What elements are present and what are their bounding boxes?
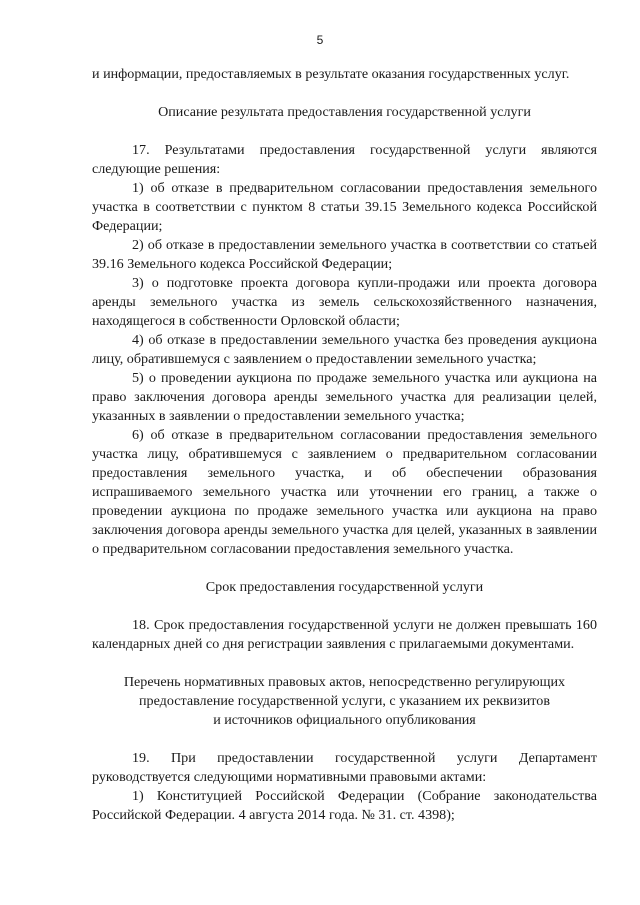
- spacer: [92, 730, 597, 749]
- paragraph-17: 17. Результатами предоставления государственной услуги являются следующие решения:: [92, 142, 597, 177]
- section-heading-term: Срок предоставления государственной услуги: [205, 579, 484, 595]
- list-item: 4) об отказе в предоставлении земельного участка без проведения аукциона лицу, обратившемуся с заявлением о предоставлении земельного участка;: [92, 332, 597, 367]
- list-item: 2) об отказе в предоставлении земельного участка в соответствии со статьей 39.16 Земельного кодекса Российской Федерации;: [92, 237, 597, 272]
- paragraph-18: 18. Срок предоставления государственной услуги не должен превышать 160 календарных дней со дня регистрации заявления с прилагаемыми документами.: [92, 617, 597, 652]
- spacer: [92, 597, 597, 616]
- continuation-paragraph: и информации, предоставляемых в результате оказания государственных услуг.: [92, 66, 570, 82]
- list-item: 6) об отказе в предварительном согласовании предоставления земельного участка лицу, обратившемуся с заявлением о предварительном согласовании предоставления земельного участка, и об обеспечении образования испрашиваемого земельного участка или уточнении его границ, а также о проведении аукциона по продаже земельного участка или аукциона на право заключения договора аренды земельного участка для целей, указанных в заявлении о предварительном согласовании предоставления земельного участка.: [92, 427, 597, 557]
- spacer: [92, 559, 597, 578]
- heading-line: предоставление государственной услуги, с указанием их реквизитов: [139, 693, 550, 709]
- list-item: 1) об отказе в предварительном согласовании предоставления земельного участка в соответствии с пунктом 8 статьи 39.15 Земельного кодекса Российской Федерации;: [92, 180, 597, 234]
- spacer: [92, 122, 597, 141]
- document-body: [92, 65, 597, 825]
- spacer: [92, 654, 597, 673]
- spacer: [92, 84, 597, 103]
- section-heading-acts: [92, 673, 597, 730]
- list-item: 1) Конституцией Российской Федерации (Собрание законодательства Российской Федерации. 4 августа 2014 года. № 31. ст. 4398);: [92, 788, 597, 823]
- heading-line: Перечень нормативных правовых актов, непосредственно регулирующих: [123, 674, 566, 690]
- paragraph-19: 19. При предоставлении государственной услуги Департамент руководствуется следующими нормативными правовыми актами:: [92, 750, 597, 785]
- list-item: 5) о проведении аукциона по продаже земельного участка или аукциона на право заключения договора аренды земельного участка для реализации целей, указанных в заявлении о предоставлении земельного участка;: [92, 370, 597, 424]
- list-item: 3) о подготовке проекта договора купли-продажи или проекта договора аренды земельного участка из земель сельскохозяйственного назначения, находящегося в собственности Орловской области;: [92, 275, 597, 329]
- heading-line: и источников официального опубликования: [213, 712, 476, 728]
- section-heading-result: Описание результата предоставления государственной услуги: [158, 104, 531, 120]
- page-number: 5: [316, 33, 324, 47]
